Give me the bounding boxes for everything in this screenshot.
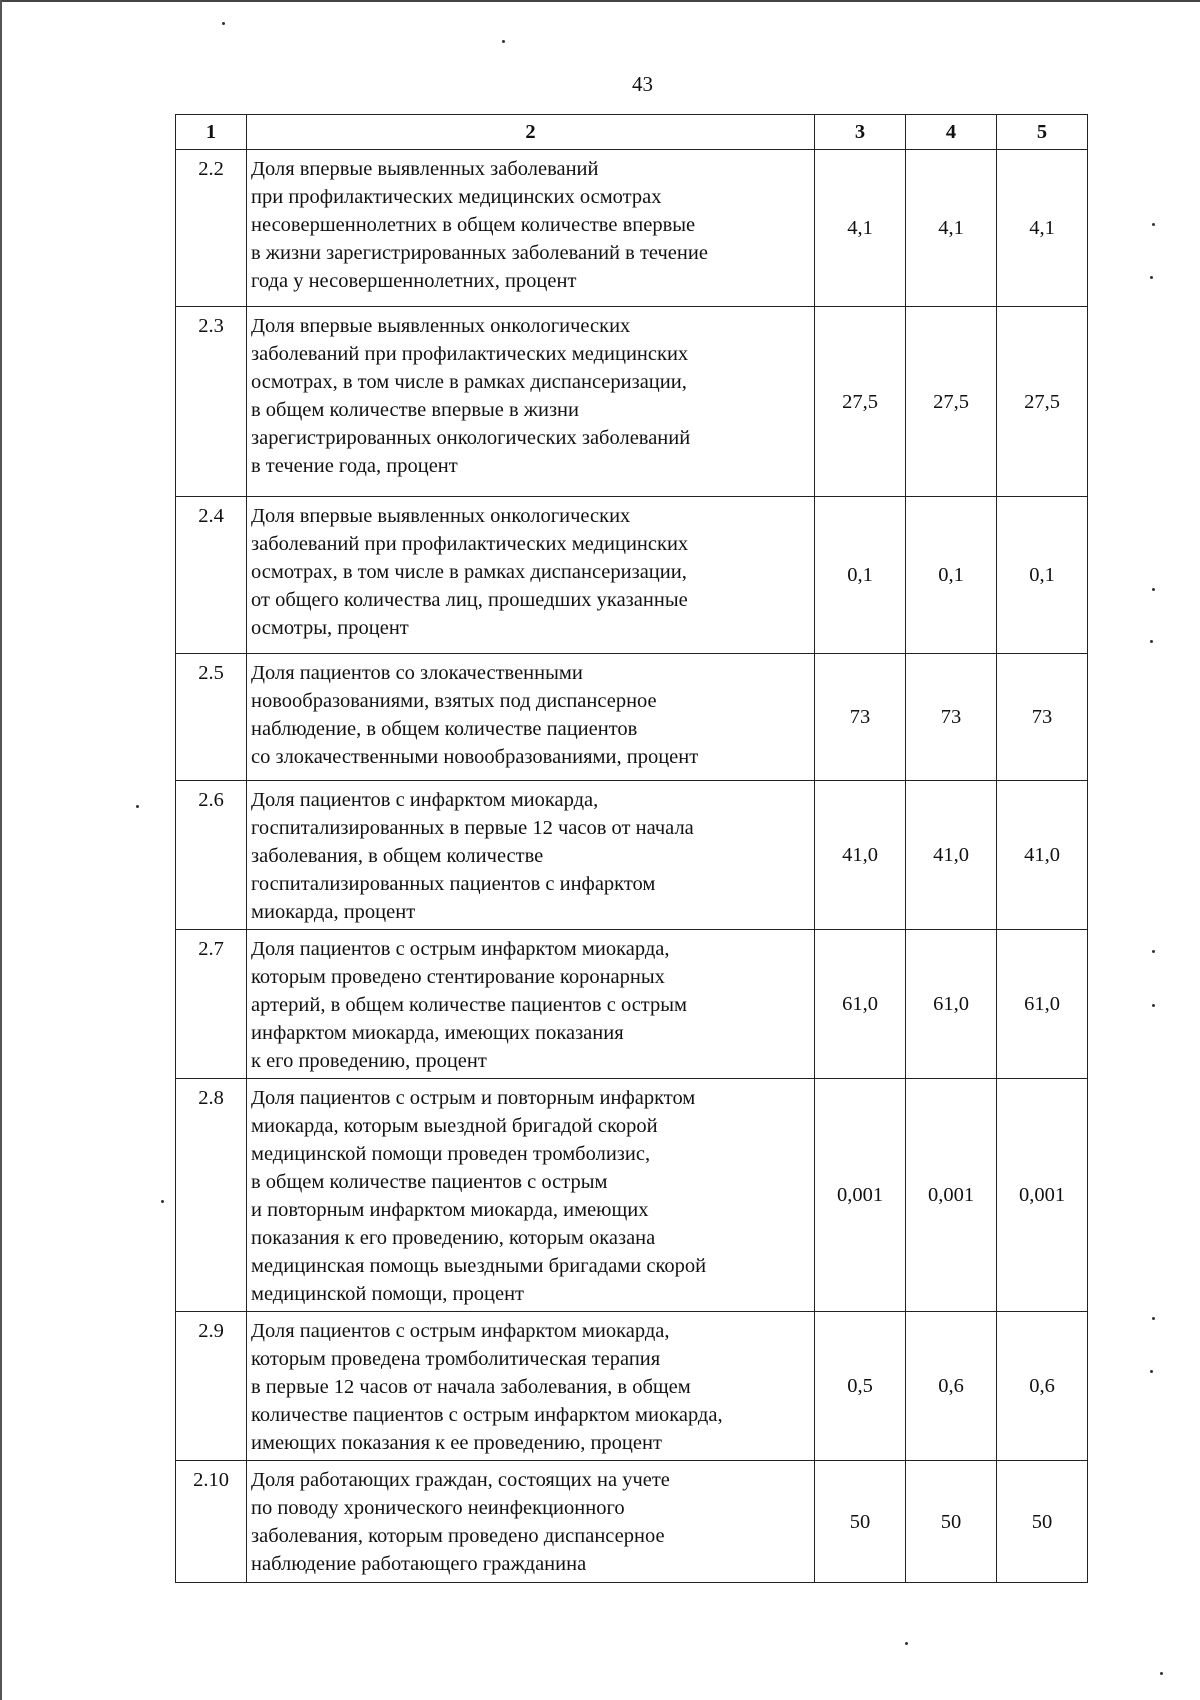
indicators-table: [175, 114, 1088, 1583]
table-row: [176, 307, 1088, 497]
scan-speck: [1152, 588, 1155, 591]
value-col-4: 0,6: [906, 1312, 997, 1461]
scan-edge-left: [0, 0, 2, 1700]
column-header: 3: [815, 115, 906, 150]
indicator-description: Доля работающих граждан, состоящих на учете по поводу хронического неинфекционного заболевания, которым проведено диспансерное наблюдение работающего гражданина: [247, 1461, 815, 1583]
scan-speck: [1152, 223, 1155, 226]
scan-speck: [1152, 1004, 1155, 1007]
table-row: [176, 1079, 1088, 1312]
value-col-3: 0,001: [815, 1079, 906, 1312]
value-col-3: 0,5: [815, 1312, 906, 1461]
row-number: 2.9: [176, 1312, 247, 1461]
value-col-4: 0,1: [906, 497, 997, 654]
scan-speck: [161, 1200, 164, 1203]
value-col-4: 61,0: [906, 930, 997, 1079]
value-col-4: 73: [906, 654, 997, 781]
scan-speck: [1152, 1317, 1155, 1320]
indicator-description: Доля впервые выявленных онкологических заболеваний при профилактических медицинских осмотрах, в том числе в рамках диспансеризации, в общем количестве впервые в жизни зарегистрированных онкологических заболеваний в течение года, процент: [247, 307, 815, 497]
value-col-4: 0,001: [906, 1079, 997, 1312]
table-row: [176, 654, 1088, 781]
row-number: 2.2: [176, 150, 247, 307]
row-number: 2.4: [176, 497, 247, 654]
value-col-5: 4,1: [997, 150, 1088, 307]
value-col-3: 4,1: [815, 150, 906, 307]
value-col-4: 27,5: [906, 307, 997, 497]
scan-speck: [136, 805, 139, 808]
table-header-row: [176, 115, 1088, 150]
table-row: [176, 1312, 1088, 1461]
value-col-4: 41,0: [906, 781, 997, 930]
value-col-3: 0,1: [815, 497, 906, 654]
scan-speck: [222, 22, 225, 25]
value-col-5: 50: [997, 1461, 1088, 1583]
value-col-3: 73: [815, 654, 906, 781]
scan-speck: [1152, 950, 1155, 953]
value-col-5: 0,6: [997, 1312, 1088, 1461]
row-number: 2.8: [176, 1079, 247, 1312]
table-row: [176, 1461, 1088, 1583]
column-header: 2: [247, 115, 815, 150]
row-number: 2.7: [176, 930, 247, 1079]
value-col-5: 41,0: [997, 781, 1088, 930]
value-col-3: 41,0: [815, 781, 906, 930]
value-col-4: 4,1: [906, 150, 997, 307]
scan-edge-top: [0, 0, 1200, 2]
row-number: 2.5: [176, 654, 247, 781]
indicator-description: Доля впервые выявленных заболеваний при профилактических медицинских осмотрах несовершеннолетних в общем количестве впервые в жизни зарегистрированных заболеваний в течение года у несовершеннолетних, процент: [247, 150, 815, 307]
page-number: 43: [632, 72, 653, 96]
value-col-4: 50: [906, 1461, 997, 1583]
table-row: [176, 930, 1088, 1079]
table-row: [176, 150, 1088, 307]
indicator-description: Доля пациентов с инфарктом миокарда, госпитализированных в первые 12 часов от начала заболевания, в общем количестве госпитализированных пациентов с инфарктом миокарда, процент: [247, 781, 815, 930]
value-col-5: 0,1: [997, 497, 1088, 654]
scan-speck: [1150, 640, 1153, 643]
value-col-5: 61,0: [997, 930, 1088, 1079]
row-number: 2.10: [176, 1461, 247, 1583]
indicator-description: Доля пациентов с острым инфарктом миокарда, которым проведена тромболитическая терапия в первые 12 часов от начала заболевания, в общем количестве пациентов с острым инфарктом миокарда, имеющих показания к ее проведению, процент: [247, 1312, 815, 1461]
indicator-description: Доля пациентов со злокачественными новообразованиями, взятых под диспансерное наблюдение, в общем количестве пациентов со злокачественными новообразованиями, процент: [247, 654, 815, 781]
indicator-description: Доля впервые выявленных онкологических заболеваний при профилактических медицинских осмотрах, в том числе в рамках диспансеризации, от общего количества лиц, прошедших указанные осмотры, процент: [247, 497, 815, 654]
table-row: [176, 497, 1088, 654]
value-col-3: 50: [815, 1461, 906, 1583]
column-header: 4: [906, 115, 997, 150]
row-number: 2.6: [176, 781, 247, 930]
value-col-3: 61,0: [815, 930, 906, 1079]
indicator-description: Доля пациентов с острым и повторным инфарктом миокарда, которым выездной бригадой скорой медицинской помощи проведен тромболизис, в общем количестве пациентов с острым и повторным инфарктом миокарда, имеющих показания к его проведению, которым оказана медицинская помощь выездными бригадами скорой медицинской помощи, процент: [247, 1079, 815, 1312]
scan-speck: [1160, 1672, 1163, 1675]
value-col-5: 27,5: [997, 307, 1088, 497]
scan-speck: [502, 40, 505, 43]
value-col-5: 0,001: [997, 1079, 1088, 1312]
value-col-5: 73: [997, 654, 1088, 781]
value-col-3: 27,5: [815, 307, 906, 497]
scan-speck: [1150, 276, 1153, 279]
column-header: 5: [997, 115, 1088, 150]
column-header: 1: [176, 115, 247, 150]
table-row: [176, 781, 1088, 930]
scan-speck: [905, 1642, 908, 1645]
scan-speck: [1150, 1370, 1153, 1373]
indicator-description: Доля пациентов с острым инфарктом миокарда, которым проведено стентирование коронарных артерий, в общем количестве пациентов с острым инфарктом миокарда, имеющих показания к его проведению, процент: [247, 930, 815, 1079]
row-number: 2.3: [176, 307, 247, 497]
